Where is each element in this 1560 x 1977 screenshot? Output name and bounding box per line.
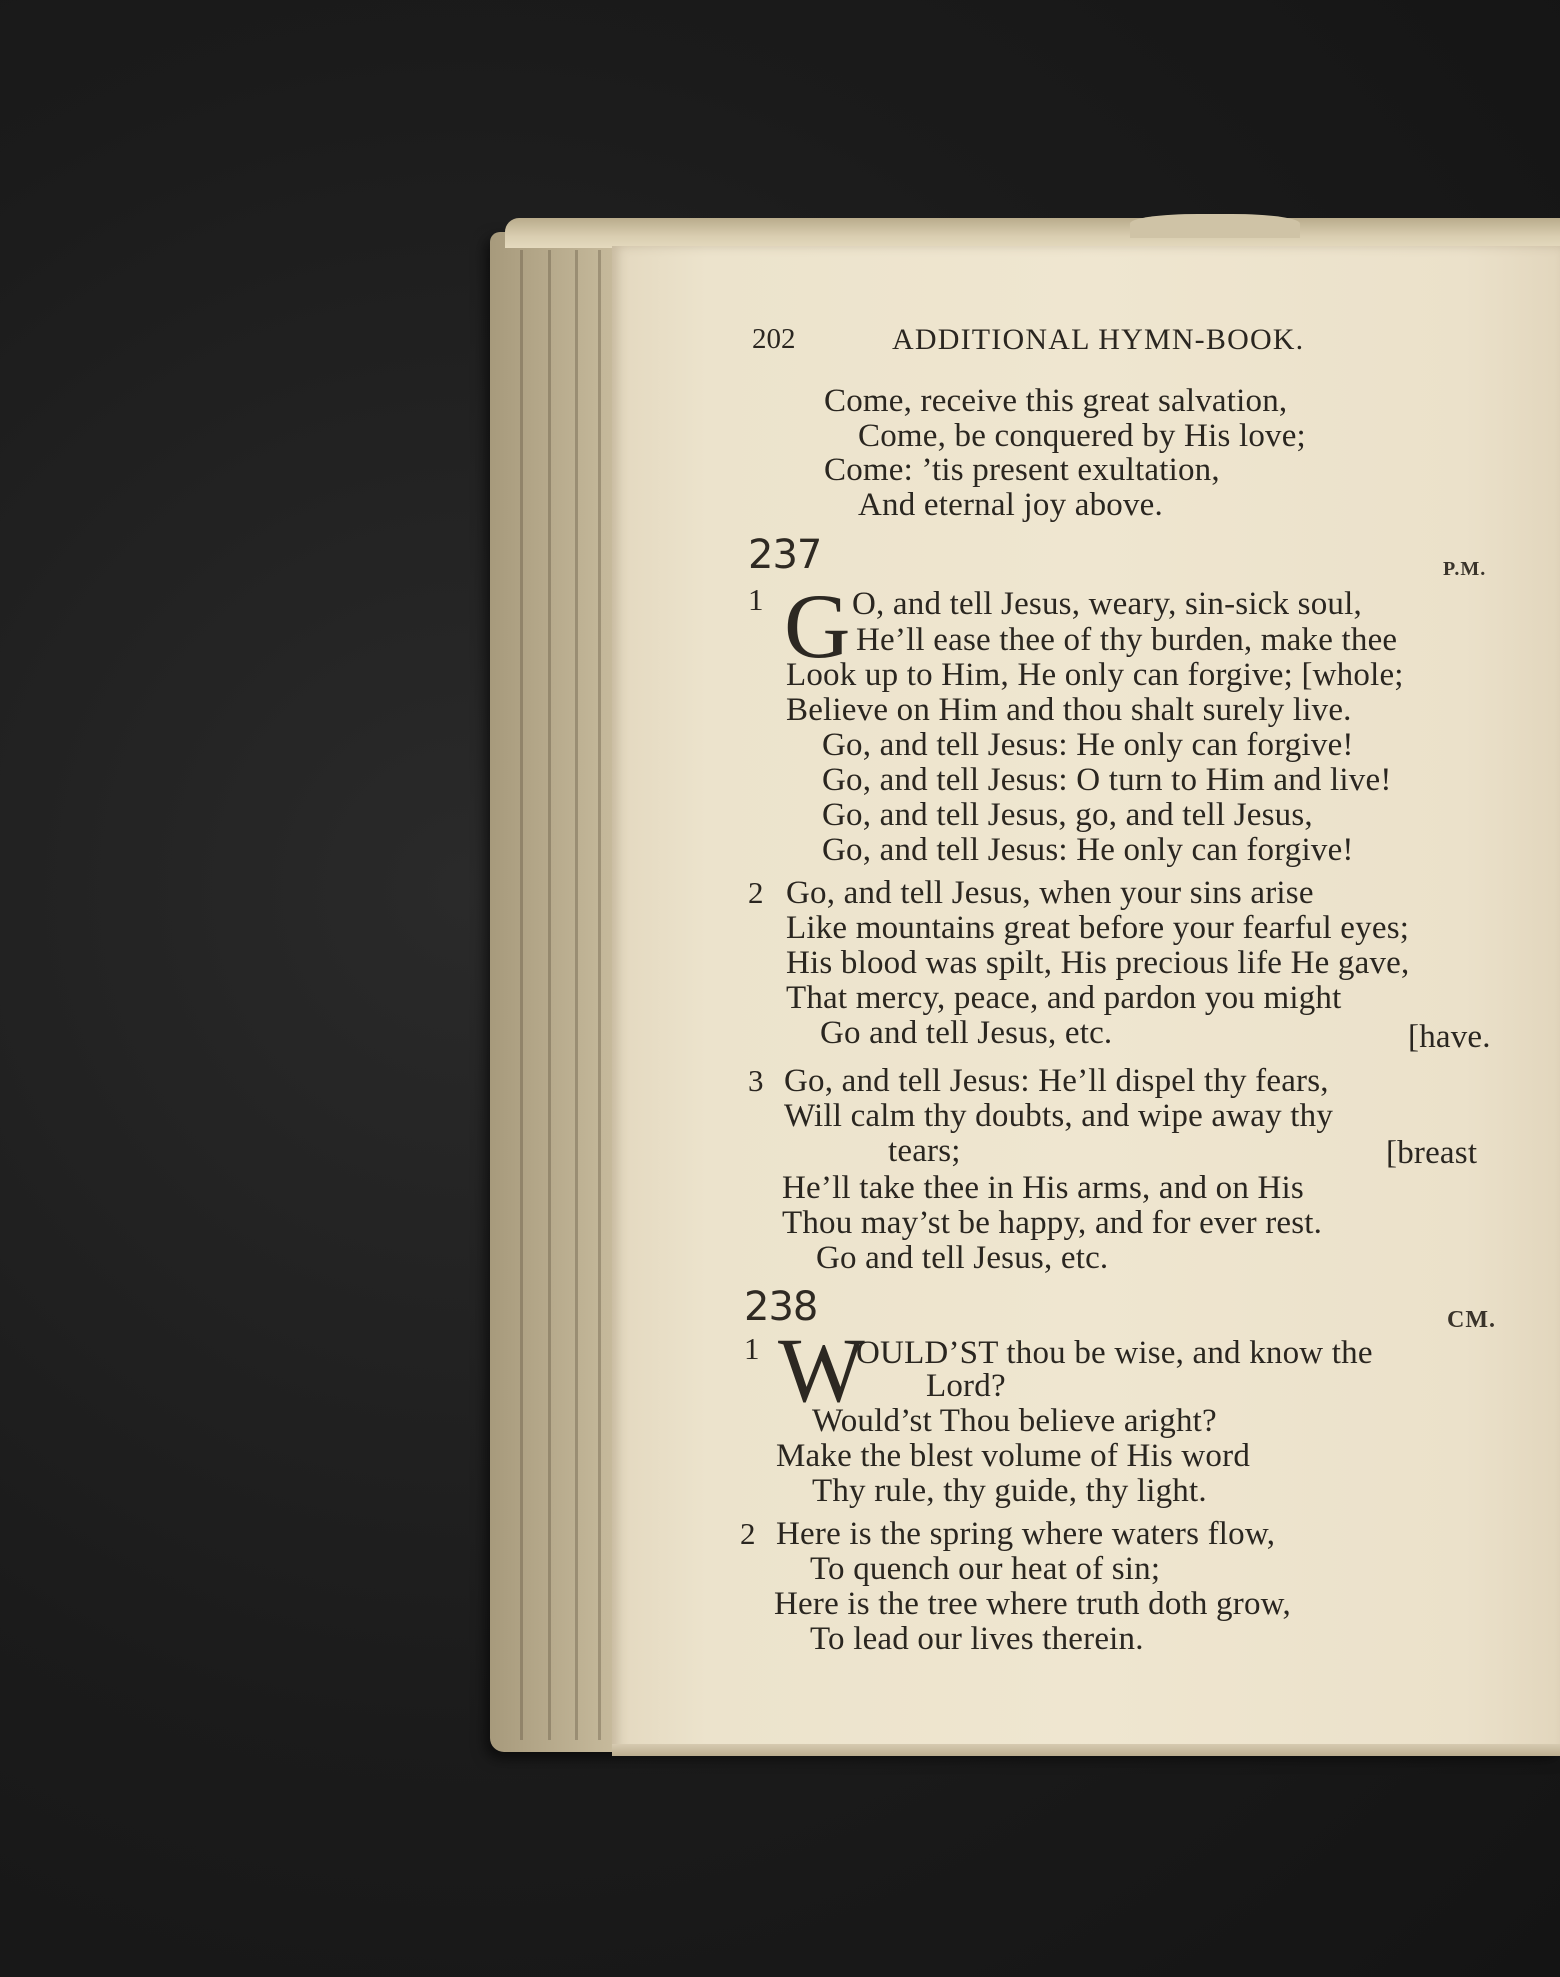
verse-number: 2 [748, 875, 764, 910]
verse-line: Make the blest volume of His word [776, 1438, 1251, 1474]
page-stack-line [598, 250, 601, 1740]
verse-line: He’ll ease thee of thy burden, make thee [856, 622, 1398, 658]
verse-line: Go, and tell Jesus, when your sins arise [786, 875, 1314, 911]
verse-number: 1 [748, 582, 764, 617]
verse-line: Go and tell Jesus, etc. [816, 1240, 1109, 1276]
verse-line: Here is the spring where waters flow, [776, 1516, 1276, 1552]
page-stack-line [575, 250, 578, 1740]
verse-line: Go, and tell Jesus: He only can forgive! [822, 832, 1354, 868]
verse-line-runover: [breast [1386, 1135, 1478, 1171]
hymn-number: 238 [744, 1284, 818, 1330]
hymn-meter: CM. [1447, 1307, 1496, 1333]
verse-number: 3 [748, 1063, 764, 1098]
verse-line: tears; [888, 1133, 961, 1169]
verse-line: Thou may’st be happy, and for ever rest. [782, 1205, 1323, 1241]
intro-line: Come: ’tis present exultation, [824, 452, 1220, 488]
verse-line: Go, and tell Jesus, go, and tell Jesus, [822, 797, 1313, 833]
verse-number: 1 [744, 1331, 760, 1366]
page-stack-line [548, 250, 551, 1740]
page-stack-line [520, 250, 523, 1740]
verse-line: His blood was spilt, His precious life He gave, [786, 945, 1410, 981]
verse-line: To lead our lives therein. [810, 1621, 1144, 1657]
verse-line: Will calm thy doubts, and wipe away thy [784, 1098, 1334, 1134]
verse-line: OULD’ST thou be wise, and know the [856, 1335, 1373, 1371]
hymn-number: 237 [748, 532, 822, 578]
book-top-tab [1130, 214, 1300, 238]
hymn-meter: P.M. [1443, 558, 1487, 580]
verse-line-runover: [have. [1408, 1019, 1491, 1055]
verse-line: Like mountains great before your fearful eyes; [786, 910, 1410, 946]
drop-cap-letter: G [784, 575, 851, 677]
verse-line: Here is the tree where truth doth grow, [774, 1586, 1291, 1622]
intro-line: And eternal joy above. [858, 487, 1163, 523]
verse-line: Thy rule, thy guide, thy light. [812, 1473, 1207, 1509]
page-bottom-edge [612, 1744, 1560, 1756]
verse-line: That mercy, peace, and pardon you might [786, 980, 1342, 1016]
intro-line: Come, receive this great salvation, [824, 383, 1288, 419]
verse-line: Go, and tell Jesus: He’ll dispel thy fears, [784, 1063, 1329, 1099]
verse-line: Go and tell Jesus, etc. [820, 1015, 1113, 1051]
verse-line: Lord? [926, 1368, 1006, 1404]
verse-line: Look up to Him, He only can forgive; [whole; [786, 657, 1404, 693]
verse-line: To quench our heat of sin; [810, 1551, 1161, 1587]
page-number: 202 [752, 323, 796, 355]
running-title: ADDITIONAL HYMN-BOOK. [892, 323, 1305, 356]
verse-number: 2 [740, 1516, 756, 1551]
drop-cap-letter: W [778, 1319, 865, 1421]
verse-line: Would’st Thou believe aright? [812, 1403, 1217, 1439]
verse-line: He’ll take thee in His arms, and on His [782, 1170, 1304, 1206]
book-top-edge [505, 218, 1560, 248]
verse-line: Go, and tell Jesus: He only can forgive! [822, 727, 1354, 763]
verse-line: Go, and tell Jesus: O turn to Him and live! [822, 762, 1392, 798]
verse-line: O, and tell Jesus, weary, sin-sick soul, [852, 586, 1362, 622]
intro-line: Come, be conquered by His love; [858, 418, 1306, 454]
verse-line: Believe on Him and thou shalt surely live. [786, 692, 1352, 728]
